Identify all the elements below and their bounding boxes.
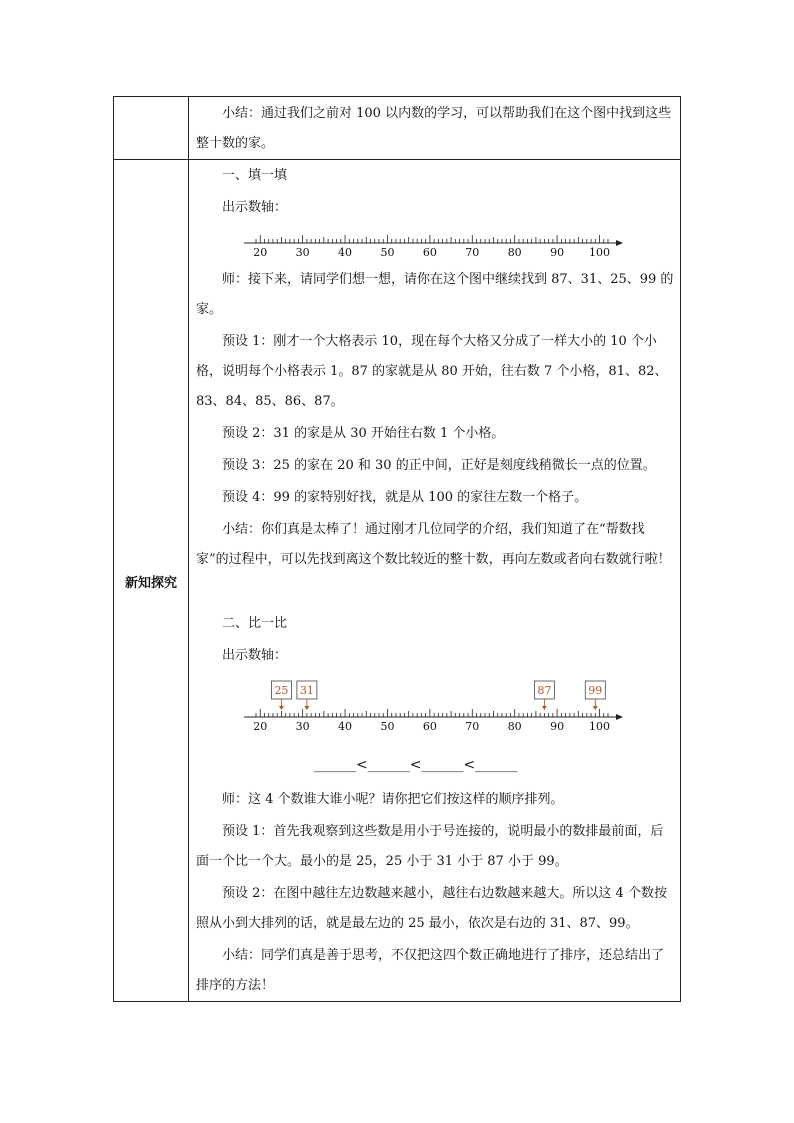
axis-arrow [616,240,623,246]
axis-tick-label: 30 [295,720,310,733]
axis-tick-label: 100 [589,246,611,259]
marker-label: 99 [588,684,603,697]
number-line-2 [244,679,624,743]
part2-preset-2: 预设 2：在图中越往左边数越来越小，越往右边数越来越大。所以这 4 个数按照从小到大排列的话，就是最左边的 25 最小，依次是右边的 31、87、99。 [196,886,667,931]
axis-tick-label: 50 [380,720,395,733]
number-line-2-svg [244,679,624,743]
axis-tick-label: 70 [465,720,480,733]
marker-label: 25 [274,684,289,697]
part2-preset-1: 预设 1：首先我观察到这些数是用小于号连接的，说明最小的数排最前面，后面一个比一个大。最小的是 25，25 小于 31 小于 87 小于 99。 [196,824,664,869]
axis-tick-label: 40 [338,246,353,259]
marker-arrow-head [593,706,598,710]
axis-tick-label: 20 [253,246,268,259]
axis-tick-label: 100 [589,720,611,733]
axis-tick-label: 20 [253,720,268,733]
axis-tick-label: 80 [507,246,522,259]
part1-preset-3: 预设 3：25 的家在 20 和 30 的正中间，正好是刻度线稍微长一点的位置。 [222,458,656,473]
part2-heading: 二、比一比 [222,616,288,631]
marker-arrow-head [542,706,547,710]
axis-tick-label: 90 [550,720,565,733]
marker-label: 31 [299,684,314,697]
marker-label: 87 [537,684,552,697]
marker-arrow-head [279,706,284,710]
part1-teacher: 师：接下来，请同学们想一想，请你在这个图中继续找到 87、31、25、99 的家。 [196,272,674,317]
axis-tick-label: 60 [422,720,437,733]
number-line-1-svg [244,229,624,269]
marker-arrow-head [304,706,309,710]
section-label: 新知探究 [124,576,177,591]
axis-tick-label: 40 [338,720,353,733]
axis-tick-label: 30 [295,246,310,259]
axis-tick-label: 90 [550,246,565,259]
lesson-table [113,96,681,1002]
number-line-1 [244,229,624,269]
ordering-blanks: ______<______<______<______ [314,757,518,773]
part2-summary: 小结：同学们真是善于思考，不仅把这四个数正确地进行了排序，还总结出了排序的方法！ [196,948,665,993]
row-divider [114,159,680,160]
part1-preset-1: 预设 1：刚才一个大格表示 10，现在每个大格又分成了一样大小的 10 个小格，说明每个小格表示 1。87 的家就是从 80 开始，往右数 7 个小格，81、82、83、84、85、86、87。 [196,334,668,409]
axis-tick-label: 70 [465,246,480,259]
part2-teacher: 师：这 4 个数谁大谁小呢？请你把它们按这样的顺序排列。 [222,792,564,807]
part1-heading: 一、填一填 [222,168,288,183]
axis-tick-label: 60 [422,246,437,259]
axis-tick-label: 80 [507,720,522,733]
part1-preset-4: 预设 4：99 的家特别好找，就是从 100 的家往左数一个格子。 [222,490,588,505]
part1-summary: 小结：你们真是太棒了！通过刚才几位同学的介绍，我们知道了在“帮数找家”的过程中，可以先找到离这个数比较近的整十数，再向左数或者向右数就行啦！ [196,522,671,567]
part1-preset-2: 预设 2：31 的家是从 30 开始往右数 1 个小格。 [222,426,505,441]
column-divider [188,97,189,1001]
axis-tick-label: 50 [380,246,395,259]
part2-show-axis: 出示数轴： [222,648,288,663]
summary-paragraph-1: 小结：通过我们之前对 100 以内数的学习，可以帮助我们在这个图中找到这些整十数的家。 [196,106,672,151]
part1-show-axis: 出示数轴： [222,200,288,215]
axis-arrow [616,714,623,720]
